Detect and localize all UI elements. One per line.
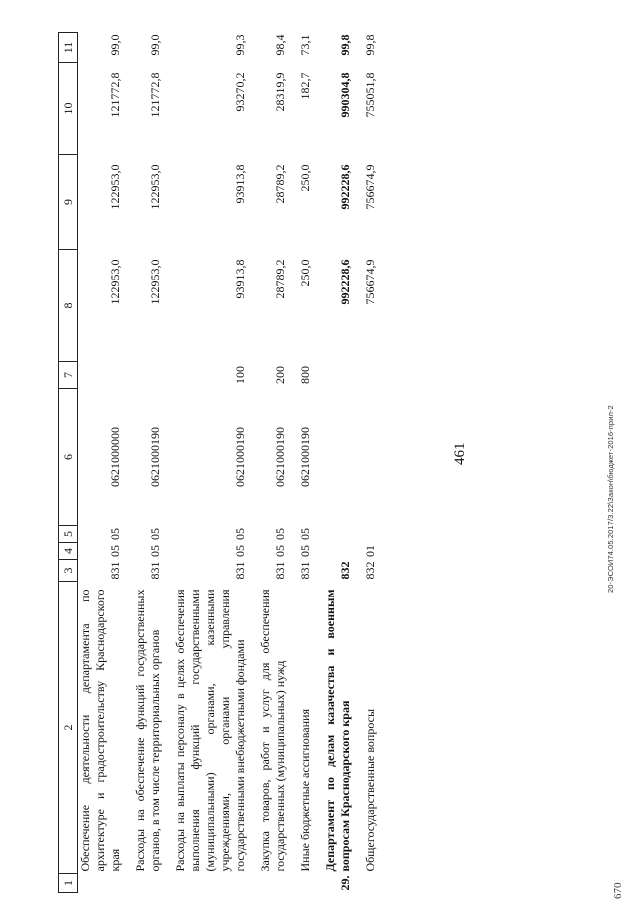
cell-ved: 831 <box>273 561 287 580</box>
column-header: 8 <box>59 250 78 362</box>
column-header: 10 <box>59 63 78 155</box>
column-header: 11 <box>59 33 78 63</box>
cell-pr <box>363 526 378 543</box>
cell-col10: 121772,8 <box>108 72 122 118</box>
cell-pr: 05 <box>108 528 122 540</box>
cell-csr <box>363 389 378 526</box>
cell-col10: 28319,9 <box>273 72 287 112</box>
cell-rz: 05 <box>148 545 162 557</box>
cell-col11: 98,4 <box>273 34 287 56</box>
cell-pr: 05 <box>233 528 247 540</box>
cell-ved: 832 <box>363 561 377 580</box>
cell-col8: 122953,0 <box>108 259 122 305</box>
row-name: Иные бюджетные ассигнования <box>298 709 312 872</box>
cell-col9: 992228,6 <box>338 164 352 210</box>
row-name: Закупка товаров, работ и услуг для обеспечения государственных (муниципальных) нужд <box>258 589 287 872</box>
column-header: 3 <box>59 560 78 582</box>
cell-col8: 250,0 <box>298 259 312 287</box>
cell-vr <box>78 362 134 389</box>
cell-col11: 99,0 <box>108 34 122 56</box>
table-row <box>78 33 134 893</box>
footer-code: 20-ЭСОИ74.05.2017/3.22\Закон\бюджет-2016-прил-2 <box>606 405 615 593</box>
cell-col8: 756674,9 <box>363 259 377 305</box>
cell-col10: 121772,8 <box>148 72 162 118</box>
column-header: 5 <box>59 526 78 543</box>
cell-csr: 0621000000 <box>108 427 122 487</box>
row-name: Общегосударственные вопросы <box>363 708 377 872</box>
cell-vr: 800 <box>298 366 312 384</box>
cell-csr: 0621000190 <box>273 427 287 487</box>
cell-pr: 05 <box>273 528 287 540</box>
cell-csr: 0621000190 <box>298 427 312 487</box>
cell-vr <box>323 362 363 389</box>
row-number <box>258 874 298 893</box>
cell-rz: 05 <box>298 545 312 557</box>
cell-col10: 182,7 <box>298 72 312 100</box>
table-row <box>173 33 258 893</box>
cell-rz: 05 <box>108 545 122 557</box>
cell-col10: 990304,8 <box>338 72 352 118</box>
column-header: 2 <box>59 582 78 874</box>
cell-ved: 831 <box>108 561 122 580</box>
budget-table <box>58 32 378 893</box>
cell-vr: 200 <box>273 366 287 384</box>
cell-col11: 73,1 <box>298 34 312 56</box>
cell-pr: 05 <box>148 528 162 540</box>
row-name: Департамент по делам казачества и военным вопросам Краснодарского края <box>323 589 352 872</box>
row-number: 29. <box>338 875 352 891</box>
cell-col8: 93913,8 <box>233 259 247 299</box>
cell-vr: 100 <box>233 366 247 384</box>
column-header: 7 <box>59 362 78 389</box>
row-name: Расходы на выплаты персоналу в целях обеспечения выполнения функций государственными (муниципальными) органами, казенными учреждениями, органами управления государственными внебюджетными фондами <box>173 589 247 872</box>
table-row <box>363 33 378 893</box>
cell-pr: 05 <box>298 528 312 540</box>
table-row <box>323 33 363 893</box>
cell-col9: 122953,0 <box>108 164 122 210</box>
cell-col8: 992228,6 <box>338 259 352 305</box>
cell-col10: 93270,2 <box>233 72 247 112</box>
cell-col8: 28789,2 <box>273 259 287 299</box>
row-name: Расходы на обеспечение функций государственных органов, в том числе территориальных органов <box>133 589 162 872</box>
cell-rz <box>323 543 363 560</box>
row-number <box>173 874 258 893</box>
cell-rz: 05 <box>273 545 287 557</box>
cell-ved: 831 <box>298 561 312 580</box>
cell-col9: 28789,2 <box>273 164 287 204</box>
cell-csr <box>323 389 363 526</box>
cell-pr <box>323 526 363 543</box>
column-header: 9 <box>59 155 78 250</box>
cell-col11: 99,0 <box>148 34 162 56</box>
cell-col11: 99,3 <box>233 34 247 56</box>
row-number <box>133 874 173 893</box>
table-row <box>258 33 298 893</box>
cell-col10: 755051,8 <box>363 72 377 118</box>
row-name: Обеспечение деятельности департамента по архитектуре и градостроительству Краснодарского края <box>78 589 122 872</box>
cell-vr <box>133 362 173 389</box>
cell-col11: 99,8 <box>363 34 377 56</box>
cell-vr <box>363 362 378 389</box>
column-header: 1 <box>59 874 78 893</box>
cell-col9: 756674,9 <box>363 164 377 210</box>
page-number: 461 <box>452 442 468 465</box>
table-row <box>298 33 323 893</box>
cell-csr: 0621000190 <box>148 427 162 487</box>
row-number <box>363 874 378 893</box>
table-row <box>133 33 173 893</box>
side-mark: 670 <box>612 882 624 899</box>
cell-rz: 01 <box>363 545 377 557</box>
cell-col11: 99,8 <box>338 34 352 56</box>
column-header: 4 <box>59 543 78 560</box>
row-number <box>78 874 134 893</box>
cell-ved: 832 <box>338 561 352 580</box>
cell-ved: 831 <box>148 561 162 580</box>
cell-rz: 05 <box>233 545 247 557</box>
column-header: 6 <box>59 389 78 526</box>
table-header-row <box>59 33 78 893</box>
cell-col9: 250,0 <box>298 164 312 192</box>
cell-ved: 831 <box>233 561 247 580</box>
cell-col8: 122953,0 <box>148 259 162 305</box>
cell-col9: 93913,8 <box>233 164 247 204</box>
cell-col9: 122953,0 <box>148 164 162 210</box>
row-number <box>298 874 323 893</box>
cell-csr: 0621000190 <box>233 427 247 487</box>
